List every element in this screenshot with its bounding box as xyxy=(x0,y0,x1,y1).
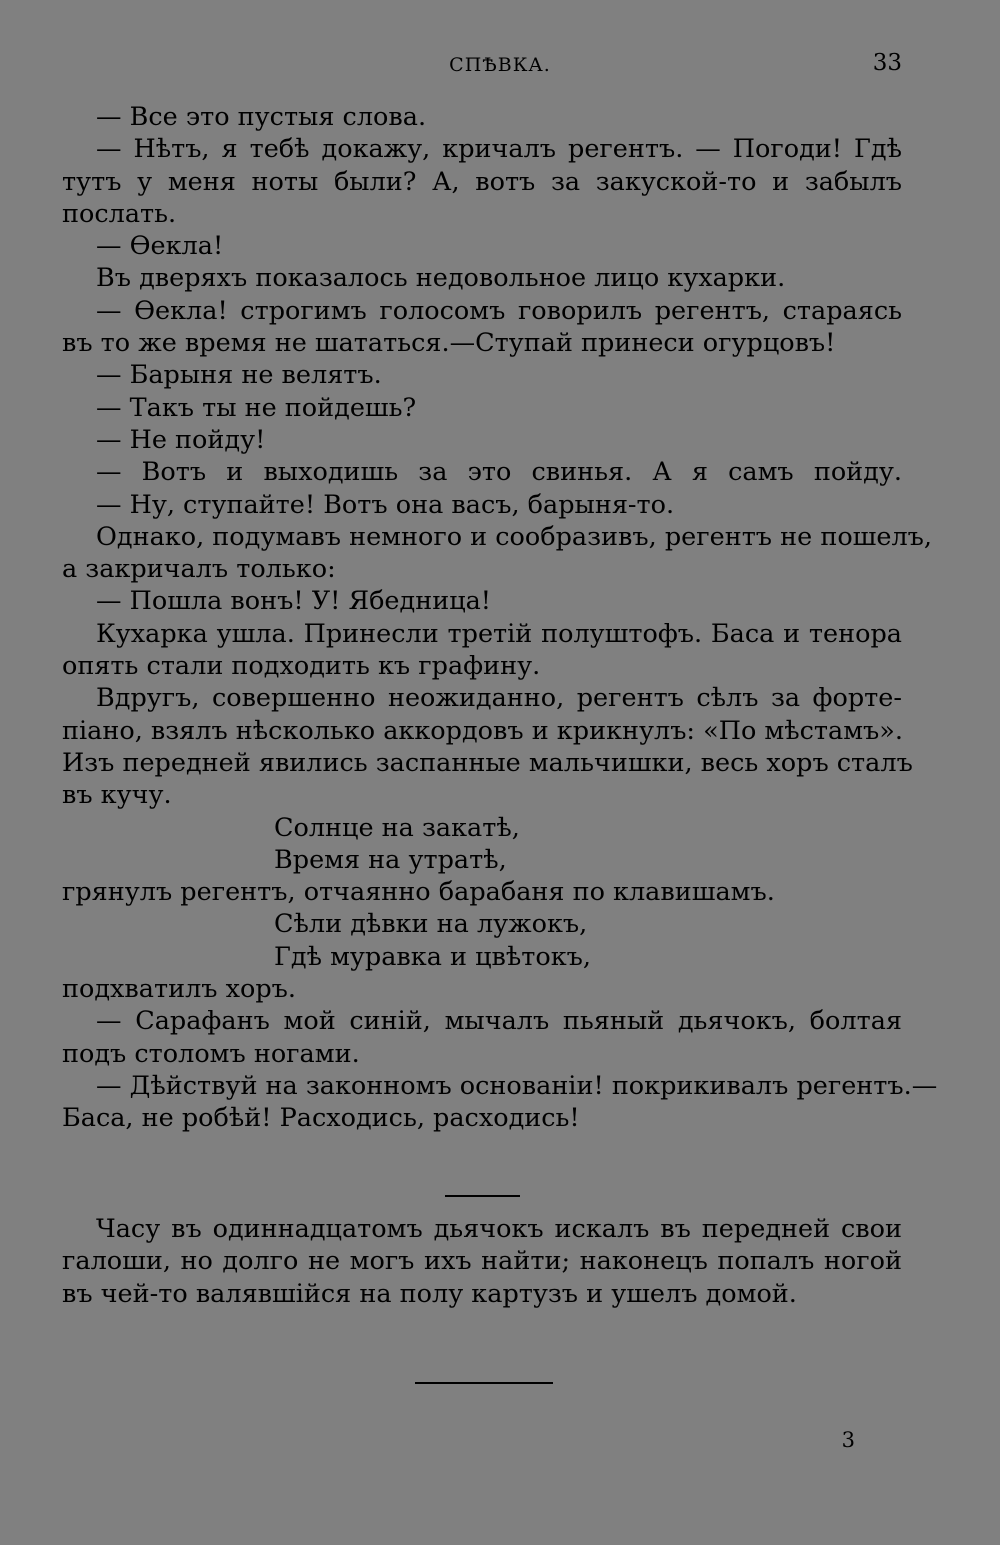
text-line: опять стали подходить къ графину. xyxy=(62,651,541,682)
page-header xyxy=(0,50,1000,80)
text-line: грянулъ регентъ, отчаянно барабаня по клавишамъ. xyxy=(62,877,775,908)
text-line: подхватилъ хоръ. xyxy=(62,974,297,1005)
text-line: галоши, но долго не могъ ихъ найти; наконецъ попалъ ногой xyxy=(62,1246,902,1277)
verse-line: Сѣли дѣвки на лужокъ, xyxy=(274,909,588,940)
text-line: Въ дверяхъ показалось недовольное лицо кухарки. xyxy=(96,263,786,294)
text-line: — Ѳекла! xyxy=(96,231,224,262)
text-line: Изъ передней явились заспанные мальчишки, весь хоръ сталъ xyxy=(62,747,913,778)
text-line: въ кучу. xyxy=(62,780,172,811)
closing-text xyxy=(62,1213,902,1310)
text-line: Однако, подумавъ немного и сообразивъ, регентъ не пошелъ, xyxy=(96,521,932,552)
text-line: — Ѳекла! строгимъ голосомъ говорилъ регентъ, стараясь xyxy=(96,295,902,326)
text-line: — Такъ ты не пойдешь? xyxy=(96,392,417,423)
text-line: — Барыня не велятъ. xyxy=(96,360,382,391)
text-line: Кухарка ушла. Принесли третій полуштофъ. Баса и тенора xyxy=(96,618,902,649)
section-divider xyxy=(445,1195,520,1197)
end-divider xyxy=(415,1382,553,1384)
text-line: — Нѣтъ, я тебѣ докажу, кричалъ регентъ. — Погоди! Гдѣ xyxy=(96,134,902,165)
signature-mark: 3 xyxy=(841,1428,855,1452)
verse-line: Время на утратѣ, xyxy=(274,844,507,875)
page-number: 33 xyxy=(872,50,902,76)
text-line: — Все это пустыя слова. xyxy=(96,102,427,132)
text-line: Баса, не робѣй! Расходись, расходись! xyxy=(62,1103,580,1134)
text-line: — Не пойду! xyxy=(96,424,266,455)
text-line: Часу въ одиннадцатомъ дьячокъ искалъ въ передней свои xyxy=(96,1214,902,1244)
text-line: въ то же время не шататься.—Ступай принеси огурцовъ! xyxy=(62,328,836,359)
text-line: тутъ у меня ноты были? А, вотъ за закуской-то и забылъ xyxy=(62,166,902,197)
text-line: Вдругъ, совершенно неожиданно, регентъ сѣлъ за форте- xyxy=(96,683,902,714)
text-line: въ чей-то валявшійся на полу картузъ и ушелъ домой. xyxy=(62,1278,797,1309)
verse-line: Гдѣ муравка и цвѣтокъ, xyxy=(274,941,591,972)
text-line: — Вотъ и выходишь за это свинья. А я самъ пойду. xyxy=(96,457,902,488)
running-title: СПѢВКА. xyxy=(449,54,551,76)
main-text xyxy=(62,101,938,1135)
text-line: — Дѣйствуй на законномъ основаніи! покрикивалъ регентъ.— xyxy=(96,1070,938,1101)
text-line: послать. xyxy=(62,198,177,229)
verse-line: Солнце на закатѣ, xyxy=(274,812,520,843)
text-line: — Сарафанъ мой синій, мычалъ пьяный дьячокъ, болтая xyxy=(96,1006,902,1037)
text-line: — Пошла вонъ! У! Ябедница! xyxy=(96,586,492,617)
text-line: подъ столомъ ногами. xyxy=(62,1038,360,1069)
text-line: а закричалъ только: xyxy=(62,554,336,585)
text-line: піано, взялъ нѣсколько аккордовъ и крикнулъ: «По мѣстамъ». xyxy=(62,715,903,746)
text-line: — Ну, ступайте! Вотъ она васъ, барыня-то. xyxy=(96,489,675,520)
